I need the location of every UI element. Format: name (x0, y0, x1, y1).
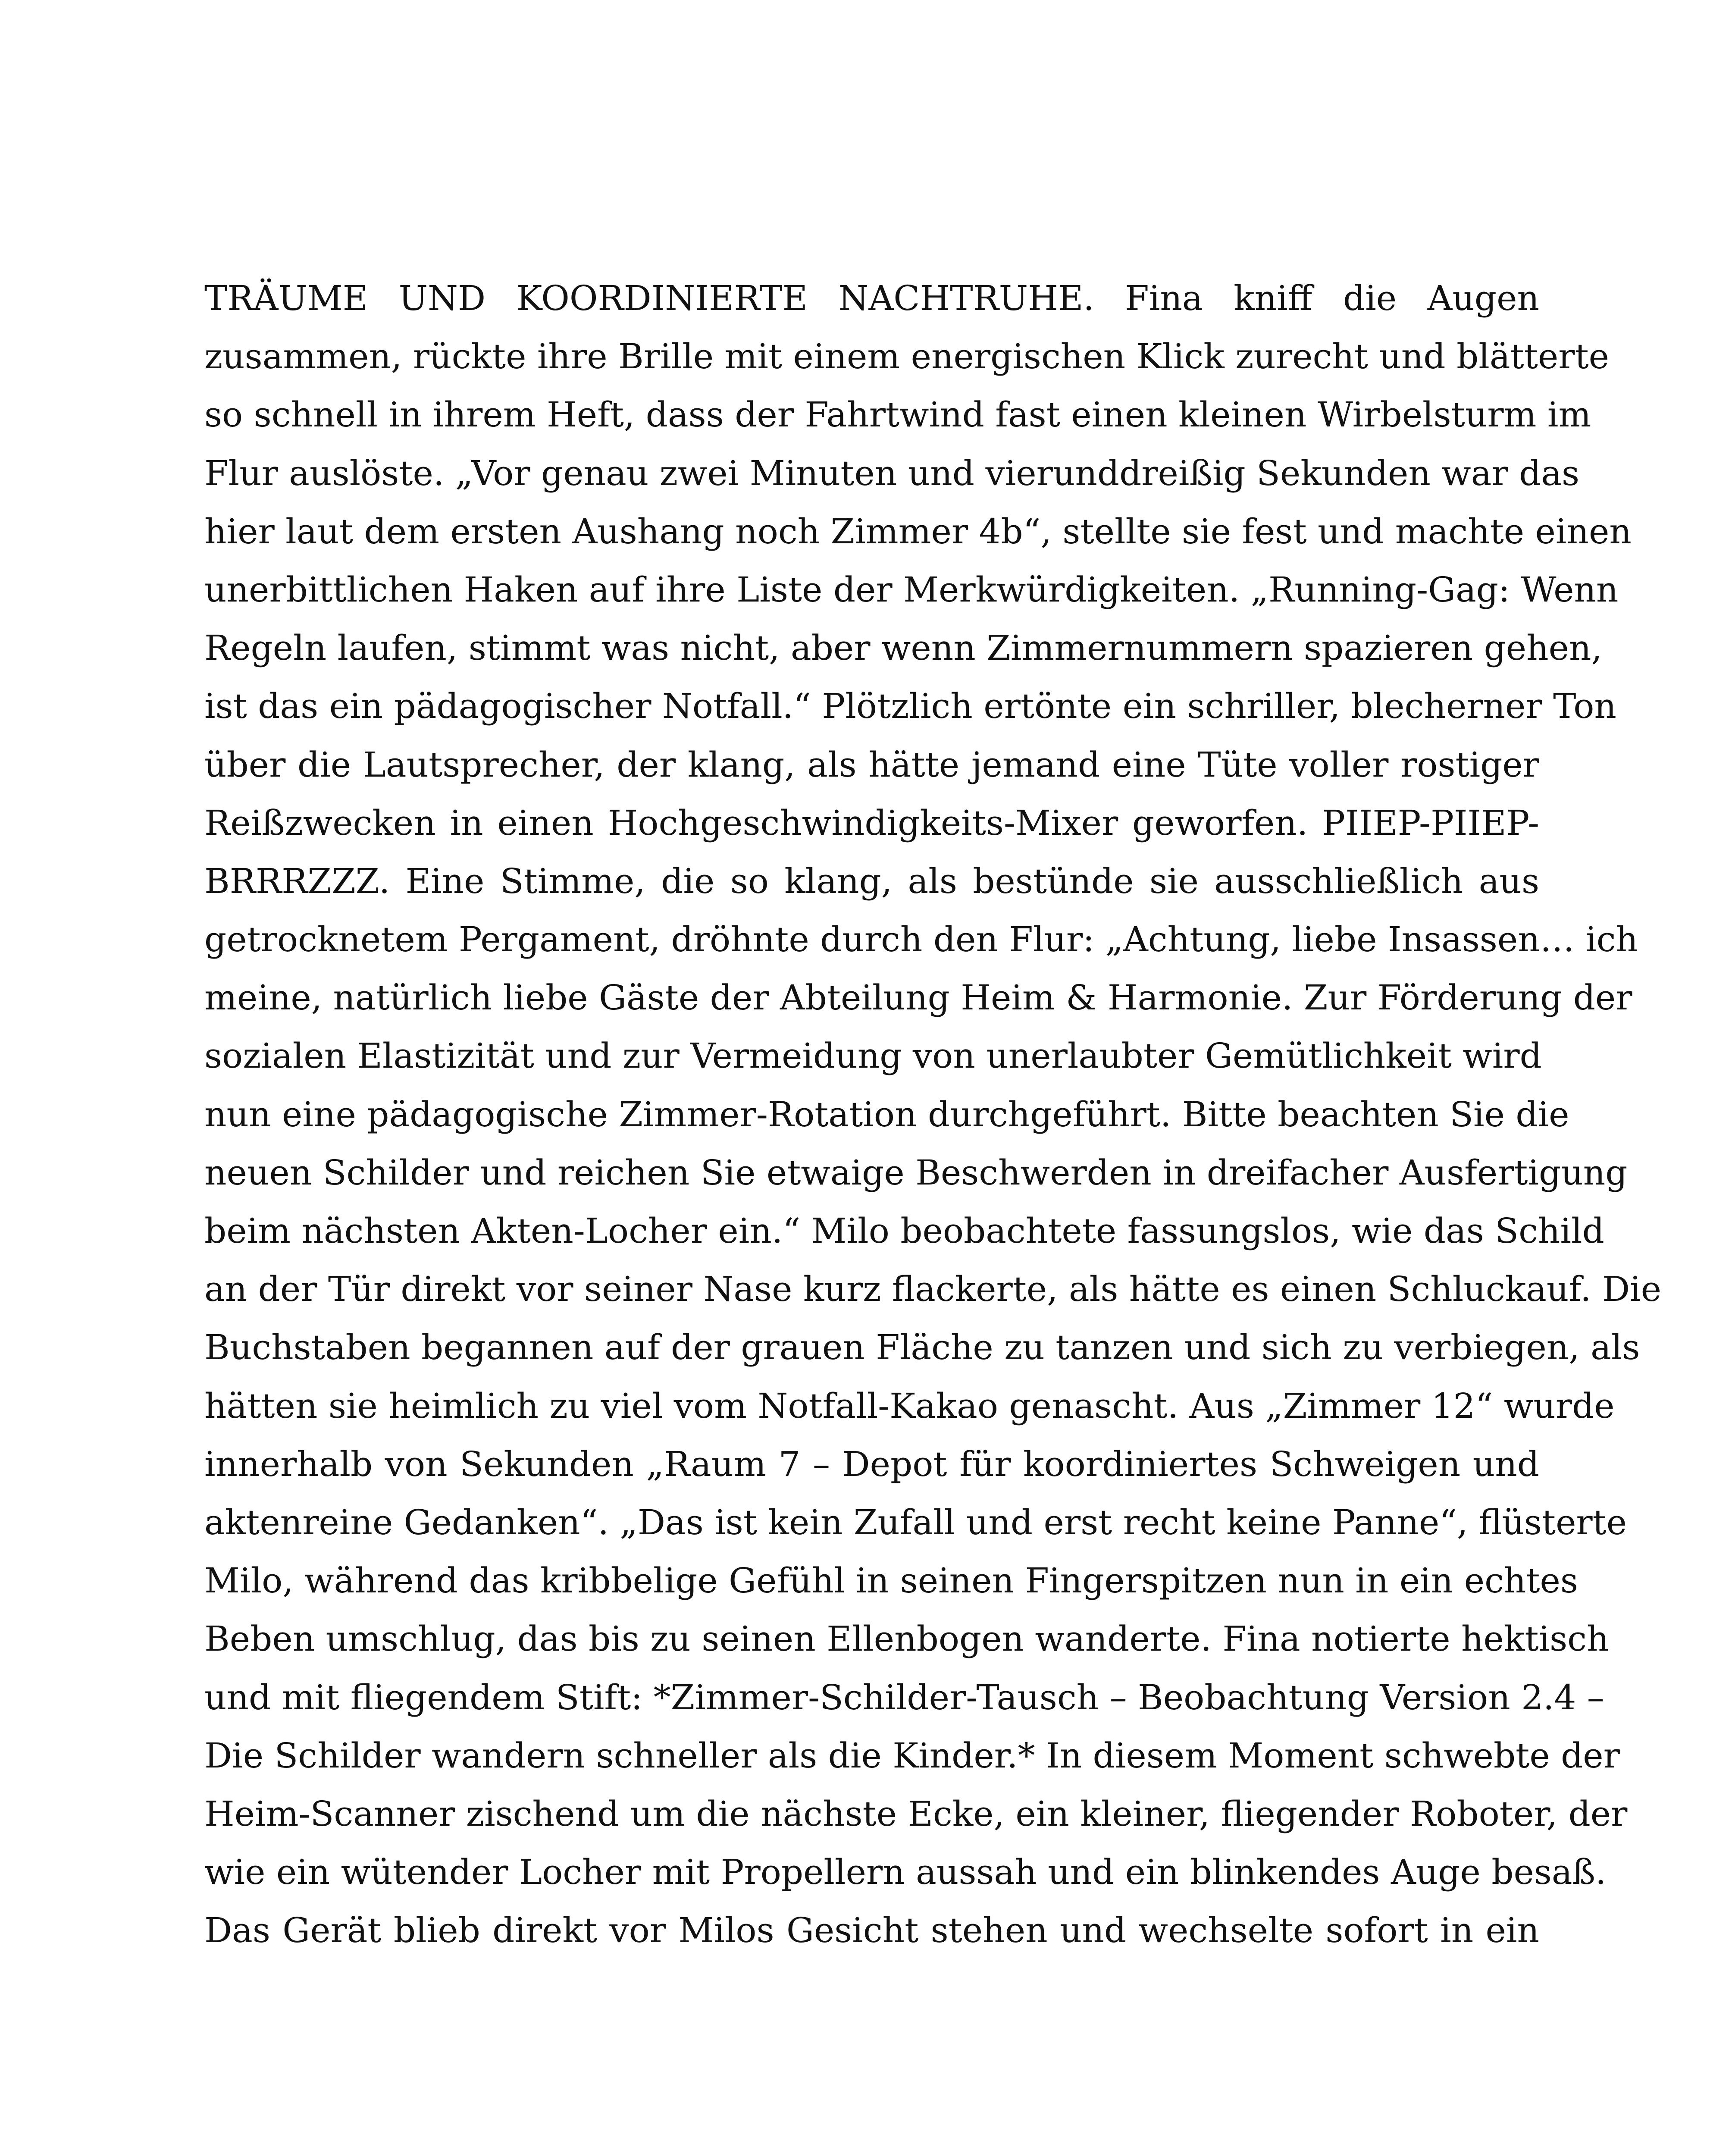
text-line: unerbittlichen Haken auf ihre Liste der Merkwürdigkeiten. „Running-Gag: Wenn (204, 569, 1619, 610)
text-line: meine, natürlich liebe Gäste der Abteilung Heim & Harmonie. Zur Förderung der (204, 978, 1632, 1018)
text-line: TRÄUME UND KOORDINIERTE NACHTRUHE. Fina kniff die Augen (204, 278, 1539, 318)
text-line: Reißzwecken in einen Hochgeschwindigkeits-Mixer geworfen. PIIEP-PIIEP- (204, 802, 1539, 843)
text-line: so schnell in ihrem Heft, dass der Fahrtwind fast einen kleinen Wirbelsturm im (204, 395, 1591, 435)
body-text (204, 269, 1662, 1959)
text-line: hätten sie heimlich zu viel vom Notfall-Kakao genascht. Aus „Zimmer 12“ wurde (204, 1385, 1615, 1426)
text-line: getrocknetem Pergament, dröhnte durch den Flur: „Achtung, liebe Insassen… ich (204, 919, 1638, 960)
text-line: wie ein wütender Locher mit Propellern aussah und ein blinkendes Auge besaß. (204, 1852, 1607, 1893)
text-line: nun eine pädagogische Zimmer-Rotation durchgeführt. Bitte beachten Sie die (204, 1094, 1569, 1134)
text-line: Die Schilder wandern schneller als die Kinder.* In diesem Moment schwebte der (204, 1735, 1620, 1776)
text-line: beim nächsten Akten-Locher ein.“ Milo beobachtete fassungslos, wie das Schild (204, 1211, 1604, 1251)
text-line: Flur auslöste. „Vor genau zwei Minuten und vierunddreißig Sekunden war das (204, 453, 1580, 493)
text-line: innerhalb von Sekunden „Raum 7 – Depot für koordiniertes Schweigen und (204, 1444, 1539, 1484)
text-line: neuen Schilder und reichen Sie etwaige Beschwerden in dreifacher Ausfertigung (204, 1152, 1628, 1193)
text-line: sozialen Elastizität und zur Vermeidung von unerlaubter Gemütlichkeit wird (204, 1036, 1542, 1076)
text-line: Beben umschlug, das bis zu seinen Ellenbogen wanderte. Fina notierte hektisch (204, 1619, 1609, 1659)
text-line: Regeln laufen, stimmt was nicht, aber wenn Zimmernummern spazieren gehen, (204, 628, 1602, 668)
text-line: aktenreine Gedanken“. „Das ist kein Zufall und erst recht keine Panne“, flüsterte (204, 1502, 1627, 1542)
text-line: an der Tür direkt vor seiner Nase kurz flackerte, als hätte es einen Schluckauf. Die (204, 1269, 1662, 1310)
text-line: und mit fliegendem Stift: *Zimmer-Schilder-Tausch – Beobachtung Version 2.4 – (204, 1677, 1604, 1717)
text-line: über die Lautsprecher, der klang, als hätte jemand eine Tüte voller rostiger (204, 744, 1539, 785)
text-line: Milo, während das kribbelige Gefühl in seinen Fingerspitzen nun in ein echtes (204, 1561, 1578, 1601)
text-line: Buchstaben begannen auf der grauen Fläche zu tanzen und sich zu verbiegen, als (204, 1327, 1640, 1368)
text-line: zusammen, rückte ihre Brille mit einem energischen Klick zurecht und blätterte (204, 336, 1609, 377)
text-line: hier laut dem ersten Aushang noch Zimmer 4b“, stellte sie fest und machte einen (204, 511, 1632, 552)
text-line: Das Gerät blieb direkt vor Milos Gesicht stehen und wechselte sofort in ein (204, 1910, 1539, 1951)
text-line: ist das ein pädagogischer Notfall.“ Plötzlich ertönte ein schriller, blecherner Ton (204, 686, 1616, 727)
text-line: BRRRZZZ. Eine Stimme, die so klang, als bestünde sie ausschließlich aus (204, 861, 1539, 901)
text-line: Heim-Scanner zischend um die nächste Ecke, ein kleiner, fliegender Roboter, der (204, 1793, 1628, 1834)
